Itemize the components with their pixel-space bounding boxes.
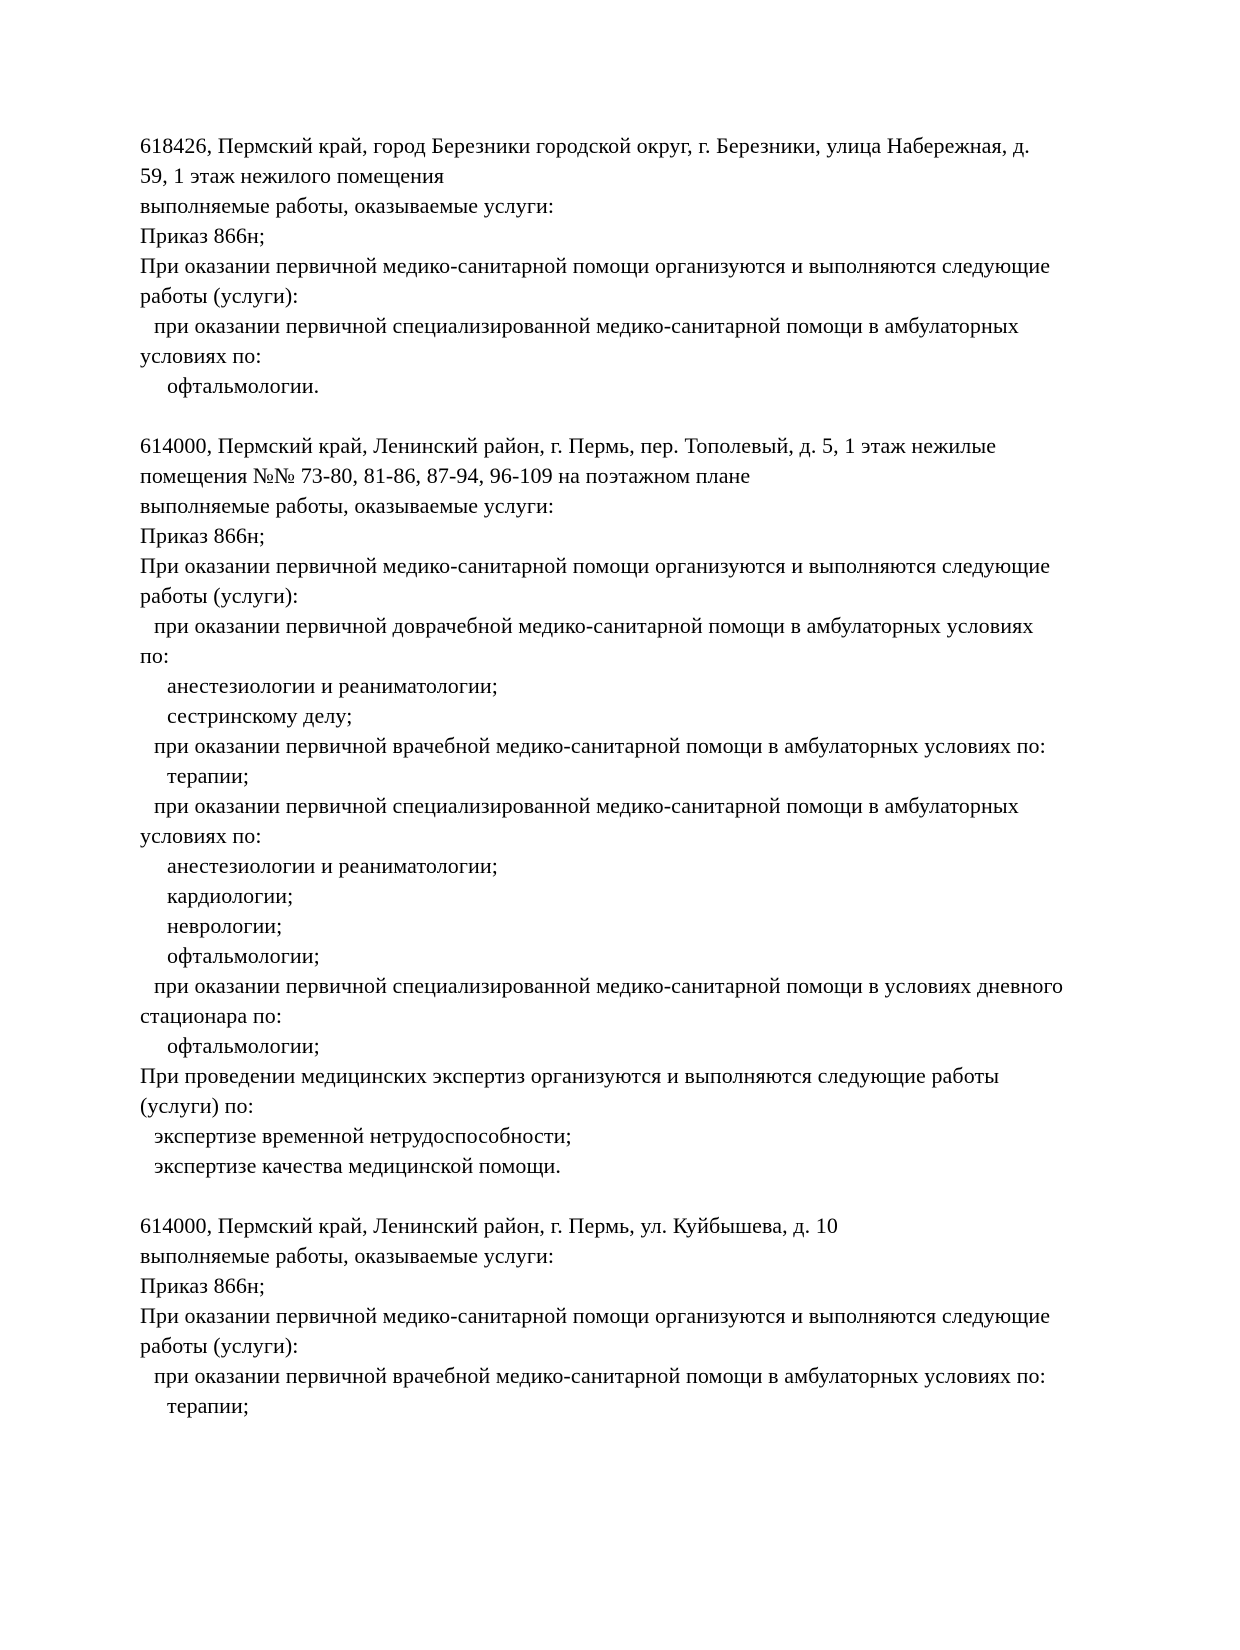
license-address-block-topolevy [140, 431, 1185, 1181]
text-line: работы (услуги): [140, 583, 299, 608]
text-line: экспертизе временной нетрудоспособности; [154, 1123, 572, 1148]
text-line: терапии; [167, 763, 250, 788]
text-line: при оказании первичной врачебной медико-санитарной помощи в амбулаторных условиях по: [154, 1363, 1046, 1388]
license-address-block-berezniki [140, 131, 1185, 401]
text-line: Приказ 866н; [140, 1273, 266, 1298]
text-line: 59, 1 этаж нежилого помещения [140, 163, 445, 188]
text-line: 614000, Пермский край, Ленинский район, г. Пермь, ул. Куйбышева, д. 10 [140, 1213, 838, 1238]
text-line: 614000, Пермский край, Ленинский район, г. Пермь, пер. Тополевый, д. 5, 1 этаж нежилые [140, 433, 997, 458]
text-line: работы (услуги): [140, 1333, 299, 1358]
text-line: работы (услуги): [140, 283, 299, 308]
text-line: При оказании первичной медико-санитарной помощи организуются и выполняются следующие [140, 253, 1051, 278]
text-line: офтальмологии. [167, 373, 320, 398]
blank-line [140, 401, 1185, 431]
text-line: При оказании первичной медико-санитарной помощи организуются и выполняются следующие [140, 1303, 1051, 1328]
document-text-body [140, 131, 1185, 1421]
text-line: Приказ 866н; [140, 523, 266, 548]
text-line: анестезиологии и реаниматологии; [167, 673, 498, 698]
text-line: выполняемые работы, оказываемые услуги: [140, 193, 555, 218]
text-line: 618426, Пермский край, город Березники городской округ, г. Березники, улица Набережная, д. [140, 133, 1030, 158]
text-line: офтальмологии; [167, 1033, 320, 1058]
text-line: терапии; [167, 1393, 250, 1418]
text-line: При проведении медицинских экспертиз организуются и выполняются следующие работы [140, 1063, 1000, 1088]
text-line: выполняемые работы, оказываемые услуги: [140, 493, 555, 518]
text-line: анестезиологии и реаниматологии; [167, 853, 498, 878]
text-line: сестринскому делу; [167, 703, 353, 728]
text-line: Приказ 866н; [140, 223, 266, 248]
text-line: офтальмологии; [167, 943, 320, 968]
text-line: экспертизе качества медицинской помощи. [154, 1153, 561, 1178]
text-line: неврологии; [167, 913, 283, 938]
text-line: помещения №№ 73-80, 81-86, 87-94, 96-109 на поэтажном плане [140, 463, 751, 488]
text-line: при оказании первичной специализированной медико-санитарной помощи в условиях дневного [154, 973, 1064, 998]
text-line: кардиологии; [167, 883, 294, 908]
text-line: по: [140, 643, 170, 668]
text-line: при оказании первичной доврачебной медико-санитарной помощи в амбулаторных условиях [154, 613, 1034, 638]
text-line: выполняемые работы, оказываемые услуги: [140, 1243, 555, 1268]
text-line: условиях по: [140, 343, 262, 368]
license-address-block-kuybysheva [140, 1211, 1185, 1421]
text-line: при оказании первичной специализированной медико-санитарной помощи в амбулаторных [154, 793, 1019, 818]
text-line: при оказании первичной врачебной медико-санитарной помощи в амбулаторных условиях по: [154, 733, 1046, 758]
text-line: стационара по: [140, 1003, 283, 1028]
text-line: (услуги) по: [140, 1093, 254, 1118]
text-line: при оказании первичной специализированной медико-санитарной помощи в амбулаторных [154, 313, 1019, 338]
text-line: При оказании первичной медико-санитарной помощи организуются и выполняются следующие [140, 553, 1051, 578]
text-line: условиях по: [140, 823, 262, 848]
blank-line [140, 1181, 1185, 1211]
